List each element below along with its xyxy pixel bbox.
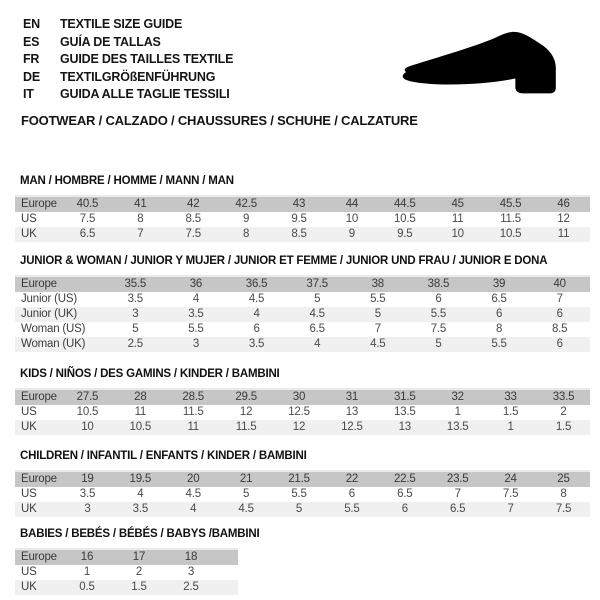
size-cell: 4 (253, 307, 260, 320)
size-cell: 32 (451, 390, 464, 403)
size-cell: 11 (557, 227, 570, 240)
size-cell: 46 (557, 197, 570, 210)
size-cell: 45.5 (499, 197, 522, 210)
size-cell: 1 (507, 420, 514, 433)
table-row (15, 212, 590, 227)
size-table-babies (15, 548, 238, 595)
table-row (15, 549, 238, 565)
size-cell: 5 (132, 322, 139, 335)
size-cell: 28 (134, 390, 147, 403)
section-children (15, 450, 600, 517)
size-cell: 6.5 (397, 487, 413, 500)
size-cell: 44 (345, 197, 359, 210)
table-row (15, 307, 590, 322)
language-label: GUIDA ALLE TAGLIE TESSILI (60, 87, 230, 101)
size-cell: 3.5 (79, 487, 96, 500)
size-cell: 1.5 (555, 420, 572, 433)
section-man (15, 175, 600, 242)
size-cell: 6 (348, 487, 355, 500)
size-cell: 42 (187, 197, 200, 210)
size-cell: 6.5 (79, 227, 96, 240)
size-cell: 4.5 (309, 307, 325, 320)
section-title: JUNIOR & WOMAN / JUNIOR Y MUJER / JUNIOR ET FEMME / JUNIOR UND FRAU / JUNIOR E DONA (20, 254, 548, 267)
section-title: CHILDREN / INFANTIL / ENFANTS / KINDER / BAMBINI (20, 449, 307, 462)
language-code: FR (23, 52, 40, 66)
size-cell: 40.5 (76, 197, 99, 210)
table-row (15, 227, 590, 242)
size-cell: 7.5 (555, 502, 572, 515)
table-row (15, 292, 590, 307)
row-label: Woman (US) (21, 322, 86, 335)
size-cell: 25 (557, 472, 570, 485)
size-cell: 6 (556, 307, 563, 320)
size-cell: 5 (374, 307, 381, 320)
size-cell: 23.5 (446, 472, 469, 485)
size-cell: 17 (132, 550, 146, 563)
size-cell: 11 (187, 420, 199, 433)
section-title: BABIES / BEBÉS / BÉBÉS / BABYS /BAMBINI (20, 527, 260, 540)
row-label: Junior (US) (21, 292, 77, 305)
size-cell: 40 (553, 277, 566, 290)
size-cell: 10 (451, 227, 464, 240)
size-cell: 7 (137, 227, 144, 240)
size-cell: 4.5 (248, 292, 265, 305)
size-cell: 6.5 (309, 322, 325, 335)
size-cell: 6.5 (449, 502, 466, 515)
size-cell: 4.5 (370, 337, 386, 350)
table-row (15, 389, 590, 405)
language-label: TEXTILGRÖßENFÜHRUNG (60, 69, 216, 84)
size-cell: 8.5 (551, 322, 568, 335)
size-cell: 28.5 (182, 390, 205, 403)
size-cell: 22.5 (393, 472, 416, 485)
size-cell: 11 (451, 212, 464, 225)
size-cell: 16 (80, 550, 94, 563)
table-row (15, 196, 590, 212)
size-cell: 27.5 (76, 390, 99, 403)
table-row (15, 487, 590, 502)
category-heading: FOOTWEAR / CALZADO / CHAUSSURES / SCHUHE / CALZATURE (21, 112, 418, 128)
size-cell: 0.5 (79, 580, 95, 593)
size-cell: 6.5 (491, 292, 507, 305)
size-cell: 7.5 (79, 212, 96, 225)
table-row (15, 405, 590, 420)
size-cell: 4.5 (238, 502, 254, 515)
section-title: KIDS / NIÑOS / DES GAMINS / KINDER / BAMBINI (20, 367, 280, 380)
table-row (15, 322, 590, 337)
size-cell: 3 (132, 307, 139, 320)
size-cell: 1 (83, 565, 91, 578)
row-label: Europe (21, 550, 57, 563)
size-cell: 3 (84, 502, 91, 515)
size-cell: 43 (292, 197, 306, 210)
size-cell: 12 (239, 405, 253, 418)
size-cell: 5.5 (370, 292, 386, 305)
row-label: US (21, 405, 37, 418)
language-code: ES (23, 34, 40, 49)
size-cell: 33.5 (552, 390, 575, 403)
row-label: US (21, 487, 37, 500)
size-cell: 21 (239, 472, 253, 485)
size-cell: 10.5 (129, 420, 152, 433)
size-cell: 1.5 (131, 580, 147, 593)
size-cell: 4.5 (185, 487, 201, 500)
size-cell: 10.5 (393, 212, 416, 225)
size-cell: 42.5 (235, 197, 257, 210)
size-cell: 7.5 (185, 227, 201, 240)
row-label: Europe (21, 390, 57, 403)
size-cell: 4 (137, 487, 144, 500)
section-title: MAN / HOMBRE / HOMME / MANN / MAN (20, 174, 234, 187)
size-cell: 12 (557, 212, 570, 225)
size-cell: 33 (504, 390, 517, 403)
row-label: UK (21, 580, 37, 593)
size-cell: 11.5 (182, 405, 204, 418)
row-label: Europe (21, 197, 57, 210)
page-header (0, 0, 600, 128)
language-code: IT (23, 87, 34, 101)
size-table-kids (15, 388, 590, 435)
size-cell: 10.5 (76, 405, 99, 418)
filler-cell (217, 565, 238, 580)
size-cell: 2 (560, 405, 567, 418)
size-cell: 11 (134, 405, 147, 418)
size-cell: 24 (504, 472, 517, 485)
size-cell: 21.5 (288, 472, 310, 485)
size-cell: 18 (184, 550, 198, 563)
section-babies (15, 528, 600, 595)
size-cell: 9.5 (291, 212, 307, 225)
size-cell: 36.5 (245, 277, 268, 290)
size-cell: 8.5 (291, 227, 307, 240)
size-cell: 5.5 (344, 502, 360, 515)
size-cell: 9 (243, 212, 250, 225)
size-cell: 30 (292, 390, 306, 403)
table-row (15, 502, 590, 517)
size-cell: 3.5 (132, 502, 149, 515)
size-cell: 13.5 (446, 420, 469, 433)
size-cell: 12.5 (341, 420, 363, 433)
size-cell: 5 (295, 502, 303, 515)
table-row (15, 276, 590, 292)
size-cell: 8 (495, 322, 503, 335)
size-cell: 12 (292, 420, 306, 433)
row-label: Junior (UK) (21, 307, 77, 320)
language-label: GUÍA DE TALLAS (60, 34, 161, 49)
size-cell: 13 (345, 405, 359, 418)
dress-shoe-icon (397, 29, 571, 97)
size-cell: 7.5 (502, 487, 519, 500)
row-label: US (21, 212, 37, 225)
size-cell: 2 (135, 565, 143, 578)
size-cell: 3.5 (248, 337, 265, 350)
size-cell: 2.5 (183, 580, 199, 593)
language-label: TEXTILE SIZE GUIDE (60, 17, 183, 31)
size-cell: 12.5 (288, 405, 310, 418)
size-cell: 5.5 (291, 487, 307, 500)
row-label: UK (21, 420, 37, 433)
language-code: EN (23, 17, 40, 31)
table-row (15, 337, 590, 352)
size-cell: 7.5 (430, 322, 447, 335)
filler-cell (217, 549, 238, 565)
size-cell: 6 (253, 322, 260, 335)
size-cell: 19 (81, 472, 94, 485)
size-cell: 5 (243, 487, 250, 500)
size-cell: 7 (507, 502, 514, 515)
size-cell: 22 (345, 472, 359, 485)
size-cell: 7 (556, 292, 563, 305)
size-table-junior-woman (15, 275, 590, 352)
size-cell: 31 (345, 390, 359, 403)
size-cell: 37.5 (306, 277, 328, 290)
size-table-children (15, 470, 590, 517)
size-cell: 31.5 (393, 390, 416, 403)
size-cell: 38 (371, 277, 385, 290)
row-label: UK (21, 227, 37, 240)
size-cell: 6 (401, 502, 408, 515)
size-cell: 3 (187, 565, 195, 578)
size-cell: 5.5 (188, 322, 204, 335)
size-cell: 35.5 (124, 277, 147, 290)
row-label: US (21, 565, 37, 578)
size-cell: 4 (190, 502, 197, 515)
size-cell: 3 (192, 337, 200, 350)
size-cell: 5 (435, 337, 442, 350)
size-cell: 10.5 (499, 227, 522, 240)
size-tables (15, 175, 600, 595)
size-cell: 6 (495, 307, 503, 320)
table-row (15, 471, 590, 487)
filler-cell (217, 580, 238, 595)
size-cell: 5 (314, 292, 321, 305)
size-cell: 4 (314, 337, 321, 350)
size-cell: 10 (345, 212, 359, 225)
size-cell: 6 (435, 292, 442, 305)
size-cell: 41 (134, 197, 147, 210)
size-cell: 13 (398, 420, 411, 433)
size-cell: 1.5 (502, 405, 519, 418)
size-table-man (15, 195, 590, 242)
size-cell: 8 (137, 212, 144, 225)
size-cell: 44.5 (393, 197, 416, 210)
size-cell: 38.5 (427, 277, 450, 290)
size-cell: 20 (187, 472, 200, 485)
table-row (15, 580, 238, 595)
size-cell: 4 (192, 292, 200, 305)
section-junior-woman (15, 255, 600, 352)
size-cell: 3.5 (188, 307, 204, 320)
size-cell: 6 (556, 337, 563, 350)
size-cell: 36 (189, 277, 203, 290)
size-cell: 5.5 (430, 307, 447, 320)
row-label: Europe (21, 472, 57, 485)
size-cell: 2.5 (127, 337, 143, 350)
size-cell: 10 (81, 420, 94, 433)
size-cell: 3.5 (127, 292, 143, 305)
size-cell: 19.5 (129, 472, 152, 485)
size-cell: 29.5 (235, 390, 257, 403)
language-code: DE (23, 69, 40, 84)
size-cell: 5.5 (491, 337, 507, 350)
size-cell: 45 (451, 197, 464, 210)
row-label: Europe (21, 277, 57, 290)
size-cell: 9 (348, 227, 355, 240)
row-label: Woman (UK) (21, 337, 86, 350)
size-cell: 7 (454, 487, 461, 500)
language-label: GUIDE DES TAILLES TEXTILE (60, 52, 234, 66)
size-cell: 11.5 (235, 420, 257, 433)
size-cell: 8.5 (185, 212, 201, 225)
table-row (15, 420, 590, 435)
row-label: UK (21, 502, 37, 515)
size-cell: 7 (374, 322, 381, 335)
size-cell: 11.5 (500, 212, 521, 225)
size-cell: 13.5 (393, 405, 416, 418)
table-row (15, 565, 238, 580)
size-cell: 8 (560, 487, 567, 500)
size-cell: 9.5 (397, 227, 413, 240)
size-cell: 8 (243, 227, 250, 240)
size-cell: 39 (492, 277, 506, 290)
size-cell: 1 (454, 405, 461, 418)
section-kids (15, 368, 600, 435)
